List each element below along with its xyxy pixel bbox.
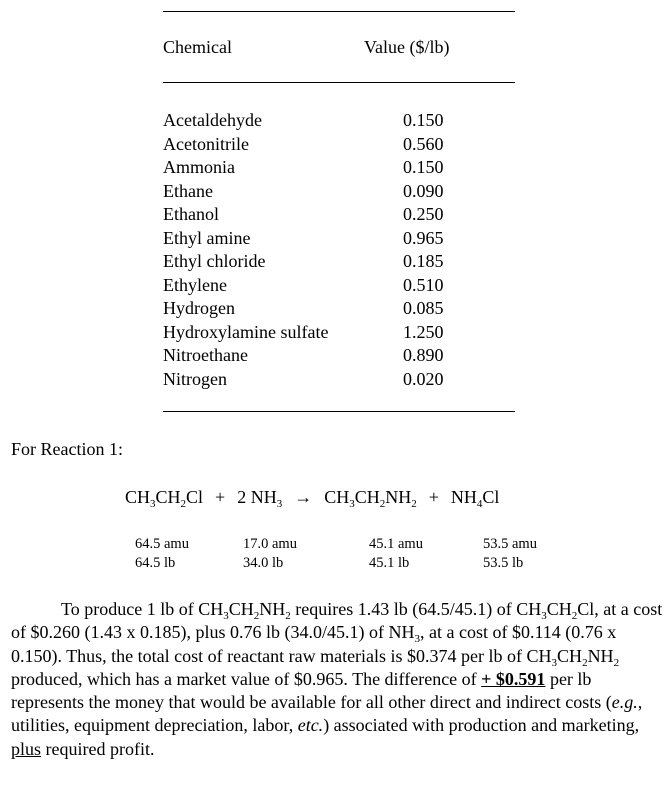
chemical-value: 0.250 (403, 204, 444, 224)
paragraph-text: ) associated with production and marketing, (323, 715, 640, 736)
chemical-value: 0.090 (403, 180, 444, 201)
term-lb: 53.5 lb (483, 555, 524, 571)
chemical-name: Ethane (163, 180, 213, 201)
paragraph-text: , at a cost of $0.114 (0.76 x 0.150). Thus, the total cost of reactant raw materials is $0.374 per lb of (11, 622, 617, 666)
formula-ammonia: $NH_3$ (388, 622, 420, 646)
chemical-name: Acetonitrile (163, 133, 249, 154)
chemical-value: 0.185 (403, 251, 444, 271)
chemical-name: Hydrogen (163, 298, 235, 318)
paragraph-text: , utilities, equipment depreciation, labor, (11, 692, 643, 736)
chemical-name: Nitroethane (163, 345, 248, 365)
chemical-name: Ethyl amine (163, 227, 251, 248)
chemical-name: Hydroxylamine sulfate (163, 321, 329, 342)
etc-text: etc. (297, 715, 324, 736)
table-row (163, 227, 523, 251)
table-top-rule (163, 11, 515, 12)
term-lb: 45.1 lb (369, 555, 410, 571)
table-header-rule (163, 82, 515, 83)
paragraph-text: produced, which has a market value of $0.965. The difference of (11, 668, 482, 689)
plus-word: plus (11, 738, 42, 759)
table-row (163, 344, 523, 368)
paragraph-text: per lb represents the money that would be available for all other direct and indirect costs ( (11, 668, 612, 713)
chemical-name: Ethyl chloride (163, 251, 266, 271)
term-lb: 34.0 lb (243, 555, 284, 571)
paragraph-text: To produce 1 lb of (61, 599, 199, 619)
reactant-ethyl-chloride: $CH_3CH_2Cl$ (125, 487, 204, 510)
reactant-ammonia: $NH_3$ (250, 487, 283, 510)
table-row (163, 133, 523, 157)
chemical-value: 0.965 (403, 227, 444, 248)
paragraph-text: , at a cost of $0.260 (1.43 x 0.185), plus 0.76 lb (34.0/45.1) of (11, 599, 663, 643)
chemical-value: 0.085 (403, 298, 444, 318)
formula-ethyl-amine: $CH_3CH_2NH_2$ (526, 645, 620, 669)
product-ethyl-amine: $CH_3CH_2NH_2$ (324, 487, 417, 510)
paragraph-text: requires 1.43 lb (64.5/45.1) of (290, 599, 517, 619)
formula-ethyl-amine: $CH_3CH_2NH_2$ (198, 599, 291, 622)
term-amu: 64.5 amu (135, 536, 189, 552)
reaction-arrow: → (294, 487, 313, 507)
margin-amount: + $0.591 (481, 668, 546, 689)
paragraph-text: required profit. (41, 738, 155, 759)
table-row (163, 274, 523, 298)
explanation-paragraph (11, 598, 663, 761)
term-amu: 45.1 amu (369, 536, 423, 552)
table-row (163, 156, 523, 180)
table-row (163, 203, 523, 227)
chemical-name: Acetaldehyde (163, 110, 262, 130)
chemical-value: 0.510 (403, 274, 444, 295)
chemical-value: 0.890 (403, 345, 444, 365)
chemical-value: 1.250 (403, 321, 444, 342)
term-amu: 53.5 amu (483, 536, 537, 552)
reaction-heading: For Reaction 1: (11, 439, 123, 459)
table-bottom-rule (163, 411, 515, 412)
chemical-name: Nitrogen (163, 368, 227, 389)
chemical-name: Ammonia (163, 157, 235, 177)
column-header-value: Value ($/lb) (364, 37, 450, 57)
chemical-name: Ethylene (163, 274, 227, 295)
table-row (163, 180, 523, 204)
column-header-chemical: Chemical (163, 37, 232, 57)
table-row (163, 297, 523, 321)
table-row (163, 109, 523, 133)
chemical-name: Ethanol (163, 204, 219, 224)
plus-sign: + (215, 487, 226, 507)
product-ammonium-chloride: $NH_4Cl$ (450, 487, 500, 510)
chemical-value-table (163, 109, 523, 391)
chemical-value: 0.020 (403, 368, 444, 389)
ammonia-coefficient: 2 (237, 487, 251, 507)
table-row (163, 250, 523, 274)
eg-text: e.g. (611, 692, 638, 713)
plus-sign: + (428, 487, 439, 507)
table-row (163, 368, 523, 392)
chemical-value: 0.560 (403, 133, 444, 154)
chemical-value: 0.150 (403, 157, 444, 177)
reaction-equation (125, 487, 499, 508)
formula-ethyl-chloride: $CH_3CH_2Cl$ (516, 599, 595, 622)
table-row (163, 321, 523, 345)
chemical-value: 0.150 (403, 110, 444, 130)
term-amu: 17.0 amu (243, 536, 297, 552)
term-lb: 64.5 lb (135, 555, 176, 571)
